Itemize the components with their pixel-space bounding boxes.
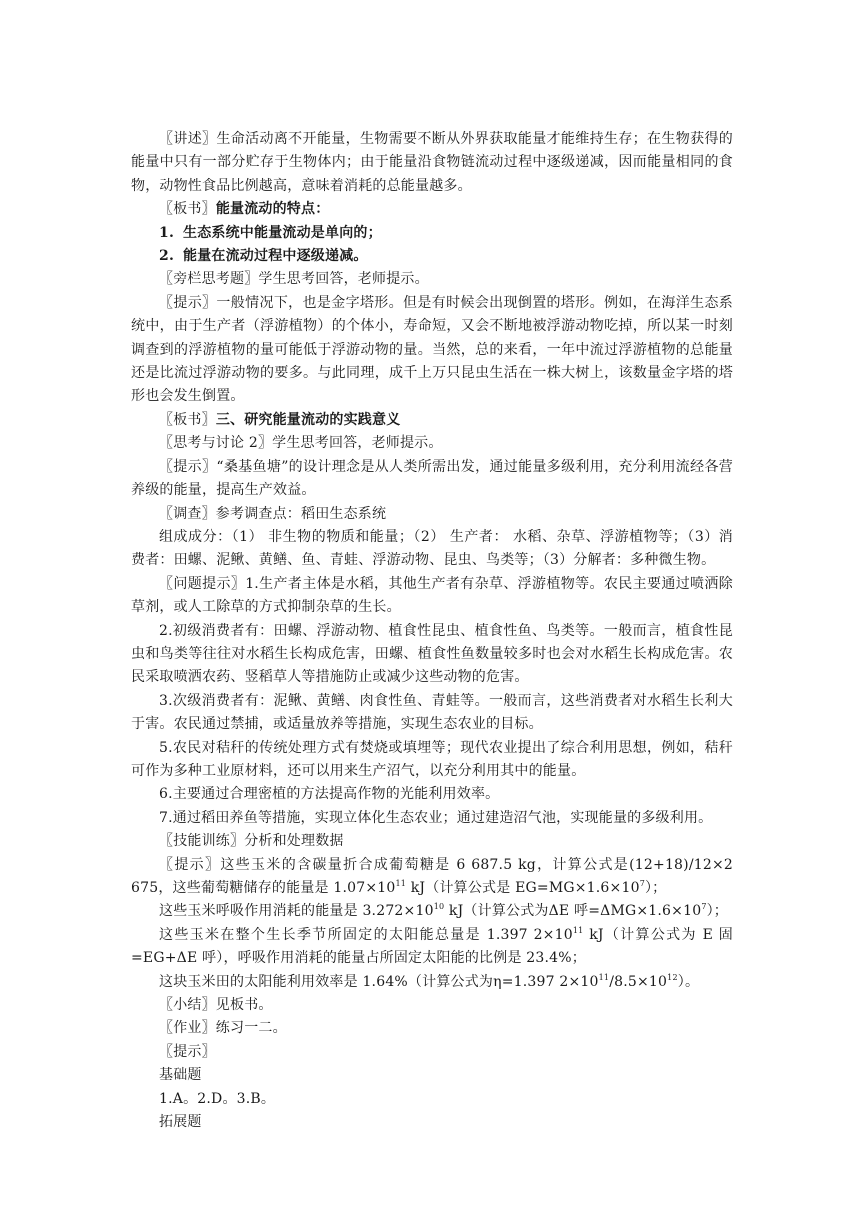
exponent: 11 — [572, 925, 584, 935]
paragraph-basic-questions: 基础题 — [159, 1067, 202, 1084]
paragraph-calc-efficiency — [131, 971, 733, 994]
paragraph-side-question: 〖旁栏思考题〗学生思考回答，老师提示。 — [159, 271, 429, 288]
text-run: ）； — [706, 903, 729, 920]
paragraph-board-heading — [131, 198, 733, 221]
paragraph-board-heading-3 — [131, 409, 733, 432]
paragraph-calc-glucose — [131, 854, 733, 901]
text-run: 这些玉米在整个生长季节所固定的太阳能总量是 1.397 2×10 — [159, 926, 573, 943]
text-run: 这些玉米呼吸作用消耗的能量是 3.272×10 — [159, 903, 434, 920]
paragraph-skill-training: 〖技能训练〗分析和处理数据 — [159, 833, 344, 850]
paragraph-hint-fishpond: 〖提示〗“桑基鱼塘”的设计理念是从人类所需出发，通过能量多级利用，充分利用流经各营养级的能量，提高生产效益。 — [131, 458, 733, 499]
text-run: kJ（计算公式为 E 固=EG+ΔE 呼），呼吸作用消耗的能量占所固定太阳能的比例是 23.4%； — [131, 926, 733, 967]
text-run: 〖提示〗这些玉米的含碳量折合成葡萄糖是 6 687.5 kg，计算公式是(12+18)/12×2 675，这些葡萄糖储存的能量是 1.07×10 — [131, 856, 733, 896]
list-text: 生态系统中能量流动是单向的； — [183, 224, 382, 241]
exponent: 12 — [667, 972, 678, 982]
text-run: /8.5×10 — [609, 973, 668, 990]
paragraph-question-hint-1: 〖问题提示〗1.生产者主体是水稻，其他生产者有杂草、浮游植物等。农民主要通过喷洒除草剂，或人工除草的方式抑制杂草的生长。 — [131, 575, 733, 616]
exponent: 10 — [433, 902, 445, 912]
text-run: 这块玉米田的太阳能利用效率是 1.64%（计算公式为η=1.397 2×10 — [159, 973, 599, 990]
list-item — [131, 222, 733, 245]
list-text: 能量在流动过程中逐级递减。 — [183, 248, 368, 265]
board-tag: 〖板书〗 — [159, 201, 216, 218]
exponent: 7 — [639, 879, 645, 888]
paragraph-extension-questions: 拓展题 — [159, 1114, 202, 1131]
paragraph-basic-answers: 1.A。2.D。3.B。 — [159, 1090, 276, 1107]
exponent: 7 — [701, 902, 707, 912]
paragraph-question-hint-2: 2.初级消费者有：田螺、浮游动物、植食性昆虫、植食性鱼、鸟类等。一般而言，植食性昆虫和鸟类等往往对水稻生长构成危害，田螺、植食性鱼数量较多时也会对水稻生长构成危害。农民采取喷洒农药、竖稻草人等措施防止或减少这些动物的危害。 — [131, 622, 733, 686]
exponent: 11 — [598, 972, 610, 982]
paragraph-question-hint-7: 7.通过稻田养鱼等措施，实现立体化生态农业；通过建造沼气池，实现能量的多级利用。 — [159, 809, 713, 826]
paragraph-calc-solar-total — [131, 924, 733, 971]
paragraph-discussion: 〖思考与讨论 2〗学生思考回答，老师提示。 — [159, 435, 443, 452]
exponent: 11 — [395, 879, 407, 888]
paragraph-homework: 〖作业〗练习一二。 — [159, 1020, 287, 1037]
paragraph-hint-label: 〖提示〗 — [159, 1043, 216, 1060]
paragraph-components: 组成成分：（1） 非生物的物质和能量；（2） 生产者： 水稻、杂草、浮游植物等；（3）消费者：田螺、泥鳅、黄鳝、鱼、青蛙、浮游动物、昆虫、鸟类等；（3）分解者：多种微生物。 — [131, 528, 733, 569]
paragraph-question-hint-6: 6.主要通过合理密植的方法提高作物的光能利用效率。 — [159, 786, 500, 803]
paragraph-hint-pyramid: 〖提示〗一般情况下，也是金字塔形。但是有时候会出现倒置的塔形。例如，在海洋生态系统中，由于生产者（浮游植物）的个体小，寿命短，又会不断地被浮游动物吃掉，所以某一时刻调查到的浮游植物的量可能低于浮游动物的量。当然，总的来看，一年中流过浮游植物的总能量还是比流过浮游动物的要多。与此同理，成千上万只昆虫生活在一株大树上，该数量金字塔的塔形也会发生倒置。 — [131, 294, 733, 405]
paragraph-calc-respiration — [131, 900, 733, 923]
paragraph-lecture: 〖讲述〗生命活动离不开能量，生物需要不断从外界获取能量才能维持生存；在生物获得的能量中只有一部分贮存于生物体内；由于能量沿食物链流动过程中逐级递减，因而能量相同的食物，动物性食品比例越高，意味着消耗的总能量越多。 — [131, 131, 733, 194]
board-title: 能量流动的特点： — [215, 201, 330, 218]
paragraph-question-hint-5: 5.农民对秸秆的传统处理方式有焚烧或填埋等；现代农业提出了综合利用思想，例如，秸秆可作为多种工业原材料，还可以用来生产沼气，以充分利用其中的能量。 — [131, 739, 733, 779]
text-run: ）。 — [677, 973, 700, 990]
text-run: kJ（计算公式是 EG=MG×1.6×10 — [406, 880, 640, 896]
paragraph-survey: 〖调查〗参考调查点：稻田生态系统 — [159, 505, 387, 522]
document-body — [131, 128, 733, 1134]
text-run: ）； — [644, 880, 667, 896]
board-title: 三、研究能量流动的实践意义 — [215, 411, 401, 428]
paragraph-question-hint-3: 3.次级消费者有：泥鳅、黄鳝、肉食性鱼、青蛙等。一般而言，这些消费者对水稻生长利大于害。农民通过禁捕，或适量放养等措施，实现生态农业的目标。 — [131, 692, 733, 733]
text-run: kJ（计算公式为ΔE 呼=ΔMG×1.6×10 — [444, 903, 702, 920]
list-number: 2. — [159, 248, 175, 265]
list-item — [131, 245, 733, 268]
board-tag: 〖板书〗 — [159, 411, 216, 428]
paragraph-summary: 〖小结〗见板书。 — [159, 997, 273, 1014]
list-number: 1. — [159, 224, 175, 241]
